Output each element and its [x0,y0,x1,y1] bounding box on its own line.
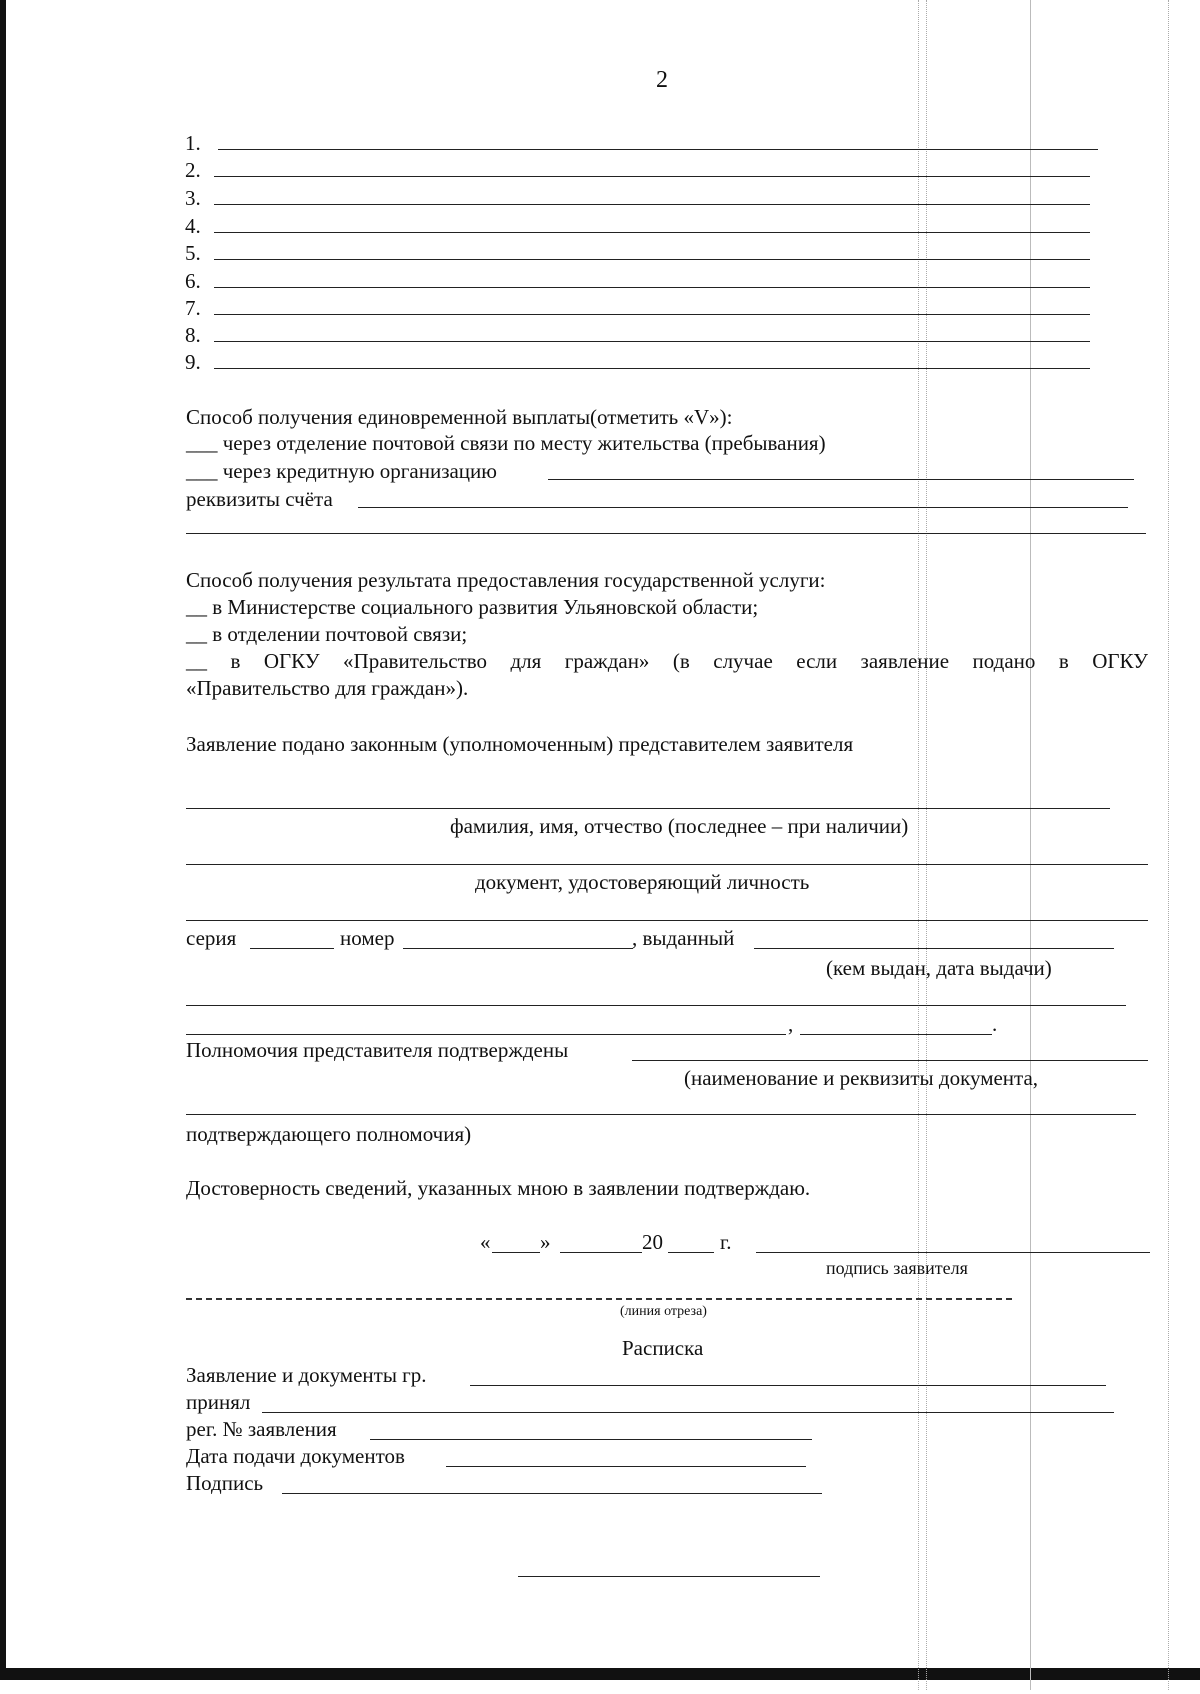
number-label: номер [340,926,395,950]
series-field[interactable] [250,948,334,949]
receipt-citizen-field[interactable] [470,1385,1106,1386]
date-quote-open: « [480,1230,491,1254]
fio-caption: фамилия, имя, отчество (последнее – при наличии) [450,814,909,838]
receipt-signature-field[interactable] [282,1493,822,1494]
list-item-number: 3. [185,186,201,210]
account-details-label: реквизиты счёта [186,487,333,511]
page-number: 2 [656,67,668,93]
period: . [992,1012,998,1036]
list-item-number: 5. [185,241,201,265]
list-item-number: 7. [185,296,201,320]
payment-method-heading: Способ получения единовременной выплаты(отметить «V»): [186,405,733,429]
issued-by-field[interactable] [754,948,1114,949]
receipt-accepted-label: принял [186,1390,251,1414]
receipt-date-field[interactable] [446,1466,806,1467]
list-item-number: 9. [185,350,201,374]
cut-line [186,1298,1012,1300]
result-option-ogku-cont: «Правительство для граждан»). [186,676,469,700]
date-year-suffix: г. [720,1230,732,1254]
list-item-line[interactable] [214,314,1090,315]
result-option-ogku[interactable]: __ в ОГКУ «Правительство для граждан» (в случае если заявление подано в ОГКУ [186,649,1148,673]
confirmation-text: Достоверность сведений, указанных мною в заявлении подтверждаю. [186,1176,811,1200]
powers-caption-end: подтверждающего полномочия) [186,1122,472,1146]
scan-artifact-line [918,0,920,1690]
list-item-line[interactable] [214,368,1090,369]
identity-document-field-line2[interactable] [186,920,1148,921]
issued-caption: (кем выдан, дата выдачи) [826,956,1052,980]
list-item-line[interactable] [214,259,1090,260]
receipt-reg-label: рег. № заявления [186,1417,337,1441]
credit-organization-field[interactable] [548,479,1134,480]
representative-fio-field[interactable] [186,808,1110,809]
date-year-prefix: 20 [642,1230,663,1254]
receipt-date-label: Дата подачи документов [186,1444,405,1468]
identity-document-caption: документ, удостоверяющий личность [475,870,810,894]
date-month-field[interactable] [560,1252,642,1253]
payment-option-credit[interactable]: ___ через кредитную организацию [186,459,497,483]
powers-label: Полномочия представителя подтверждены [186,1038,569,1062]
account-details-field-line2[interactable] [186,533,1146,534]
representative-intro: Заявление подано законным (уполномоченным) представителем заявителя [186,732,854,756]
series-label: серия [186,926,237,950]
result-method-heading: Способ получения результата предоставления государственной услуги: [186,568,826,592]
powers-caption: (наименование и реквизиты документа, [684,1066,1039,1090]
receipt-reg-field[interactable] [370,1439,812,1440]
result-option-post[interactable]: __ в отделении почтовой связи; [186,622,468,646]
date-quote-close: » [540,1230,551,1254]
cut-line-caption: (линия отреза) [620,1304,707,1319]
receipt-accepted-field[interactable] [262,1412,1114,1413]
issued-label: , выданный [632,926,735,950]
comma: , [788,1012,794,1036]
list-item-number: 4. [185,214,201,238]
page-border-bottom [0,1668,1200,1680]
list-item-line[interactable] [214,341,1090,342]
receipt-docs-label: Заявление и документы гр. [186,1363,427,1387]
scan-artifact-line [1030,0,1031,1690]
payment-option-post[interactable]: ___ через отделение почтовой связи по месту жительства (пребывания) [186,431,826,455]
date-year-field[interactable] [668,1252,714,1253]
list-item-line[interactable] [214,287,1090,288]
scan-artifact-line [926,0,928,1690]
list-item-line[interactable] [214,204,1090,205]
applicant-signature-field[interactable] [756,1252,1150,1253]
list-item-line[interactable] [214,176,1090,177]
number-field[interactable] [403,948,633,949]
issued-by-field-line2[interactable] [186,1005,1126,1006]
identity-document-field[interactable] [186,864,1148,865]
receipt-signature-label: Подпись [186,1471,264,1495]
list-item-number: 1. [185,131,201,155]
result-option-ministry[interactable]: __ в Министерстве социального развития Ульяновской области; [186,595,759,619]
receipt-title: Расписка [622,1336,704,1360]
issued-by-field-line3[interactable] [186,1034,786,1035]
powers-document-field-line2[interactable] [186,1114,1136,1115]
scan-artifact-line [1168,0,1170,1690]
closing-line [518,1576,820,1577]
powers-document-field[interactable] [632,1060,1148,1061]
account-details-field[interactable] [358,507,1128,508]
signature-caption: подпись заявителя [826,1258,968,1278]
list-item-line[interactable] [218,149,1098,150]
issue-date-field[interactable] [800,1034,992,1035]
list-item-number: 6. [185,269,201,293]
list-item-number: 8. [185,323,201,347]
list-item-line[interactable] [214,232,1090,233]
page-border-left [0,0,6,1676]
list-item-number: 2. [185,158,201,182]
date-day-field[interactable] [492,1252,540,1253]
